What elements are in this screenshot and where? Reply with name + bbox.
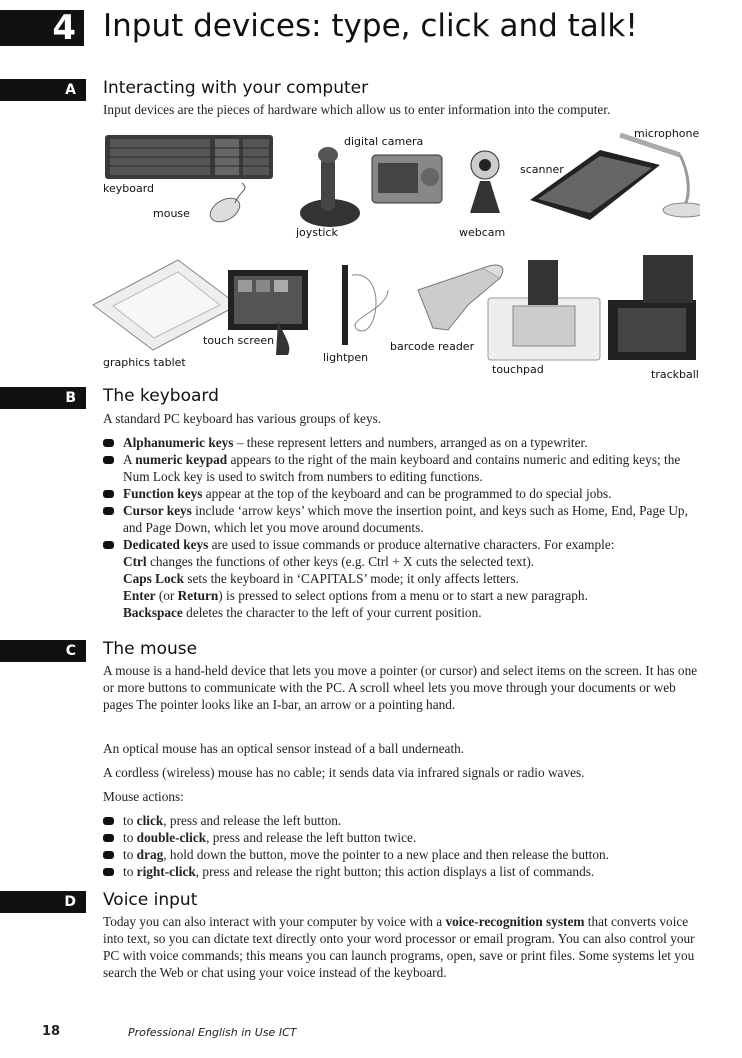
- section-b-title: The keyboard: [103, 386, 219, 406]
- scanner-illustration: [530, 150, 660, 220]
- list-item: Cursor keys include ‘arrow keys’ which move the insertion point, and keys such as Home, End, Page Up, and Page Down, which let you move around documents.: [103, 502, 701, 536]
- label-touch-screen: touch screen: [203, 334, 275, 347]
- section-c-paragraph-2: An optical mouse has an optical sensor instead of a ball underneath.: [103, 741, 465, 756]
- label-scanner: scanner: [520, 163, 564, 176]
- dedicated-key-backspace: Backspace deletes the character to the left of your current position.: [123, 605, 482, 620]
- mouse-illustration: [206, 183, 245, 227]
- label-graphics-tablet: graphics tablet: [103, 356, 186, 369]
- page-number: 18: [42, 1024, 61, 1039]
- section-b-marker: B: [0, 387, 86, 409]
- section-d-paragraph: Today you can also interact with your computer by voice with a voice-recognition system that converts voice into text, so you can dictate text directly onto your word processor or email program. You can also control your PC with voice commands; this means you can launch programs, open, save or print files. Some systems let you search the Web or chat using your voice instead of the keyboard.: [103, 914, 695, 980]
- trackball-illustration: [608, 255, 696, 360]
- label-touchpad: touchpad: [492, 363, 544, 376]
- section-c-marker: C: [0, 640, 86, 662]
- label-lightpen: lightpen: [323, 351, 369, 364]
- book-title: Professional English in Use ICT: [128, 1026, 297, 1039]
- label-mouse: mouse: [153, 207, 190, 220]
- list-item: Dedicated keys are used to issue commands or produce alternative characters. For example: Ctrl changes the functions of other keys (e.g. Ctrl + X cuts the selected text). Caps Lock sets the keyboard in ‘CAPITALS’ mode; it only affects letters. Enter (or Return) is pressed to select options from a menu or to start a new paragraph. Backspace deletes the character to the left of your current position.: [103, 536, 701, 621]
- list-item: A numeric keypad appears to the right of the main keyboard and contains numeric and editing keys; the Num Lock key is used to switch from numbers to editing functions.: [103, 451, 701, 485]
- digital-camera-illustration: [372, 155, 442, 203]
- section-d-marker: D: [0, 891, 86, 913]
- label-digital-camera: digital camera: [344, 135, 424, 148]
- label-joystick: joystick: [296, 226, 338, 239]
- label-barcode-reader: barcode reader: [390, 340, 475, 353]
- keyboard-illustration: [105, 135, 273, 179]
- dedicated-key-caps-lock: Caps Lock sets the keyboard in ‘CAPITALS’ mode; it only affects letters.: [123, 571, 519, 586]
- list-item: Alphanumeric keys – these represent letters and numbers, arranged as on a typewriter.: [103, 434, 701, 451]
- list-item: to double-click, press and release the left button twice.: [103, 829, 701, 846]
- page-title: Input devices: type, click and talk!: [103, 8, 638, 44]
- list-item: to drag, hold down the button, move the pointer to a new place and then release the button.: [103, 846, 701, 863]
- unit-number: 4: [0, 10, 84, 46]
- label-microphone: microphone: [634, 127, 700, 140]
- section-c-paragraph-3: A cordless (wireless) mouse has no cable; it sends data via infrared signals or radio waves.: [103, 765, 585, 780]
- webcam-illustration: [470, 151, 500, 213]
- touchpad-illustration: [488, 260, 600, 360]
- dedicated-key-ctrl: Ctrl changes the functions of other keys (e.g. Ctrl + X cuts the selected text).: [123, 554, 535, 569]
- section-c-title: The mouse: [103, 639, 198, 659]
- section-a-marker: A: [0, 79, 86, 101]
- list-item: to right-click, press and release the right button; this action displays a list of commands.: [103, 863, 701, 880]
- label-trackball: trackball: [651, 368, 699, 381]
- section-b-intro: A standard PC keyboard has various groups of keys.: [103, 411, 382, 426]
- lightpen-illustration: [342, 265, 388, 345]
- dedicated-key-enter: Enter (or Return) is pressed to select options from a menu or to start a new paragraph.: [123, 588, 588, 603]
- section-c-paragraph-4: Mouse actions:: [103, 789, 184, 804]
- label-keyboard: keyboard: [103, 182, 155, 195]
- section-a-title: Interacting with your computer: [103, 78, 369, 98]
- list-item: Function keys appear at the top of the keyboard and can be programmed to do special jobs.: [103, 485, 701, 502]
- section-a-intro: Input devices are the pieces of hardware which allow us to enter information into the computer.: [103, 102, 611, 117]
- keyboard-key-groups-list: [103, 434, 701, 621]
- label-webcam: webcam: [459, 226, 506, 239]
- list-item: to click, press and release the left button.: [103, 812, 701, 829]
- joystick-illustration: [300, 147, 360, 227]
- mouse-actions-list: [103, 812, 701, 880]
- section-d-title: Voice input: [103, 890, 198, 910]
- section-c-paragraph-1: A mouse is a hand-held device that lets you move a pointer (or cursor) and select items on the screen. It has one or more buttons to communicate with the PC. A scroll wheel lets you move through your documents or web pages The pointer looks like an I-bar, an arrow or a pointing hand.: [103, 663, 698, 712]
